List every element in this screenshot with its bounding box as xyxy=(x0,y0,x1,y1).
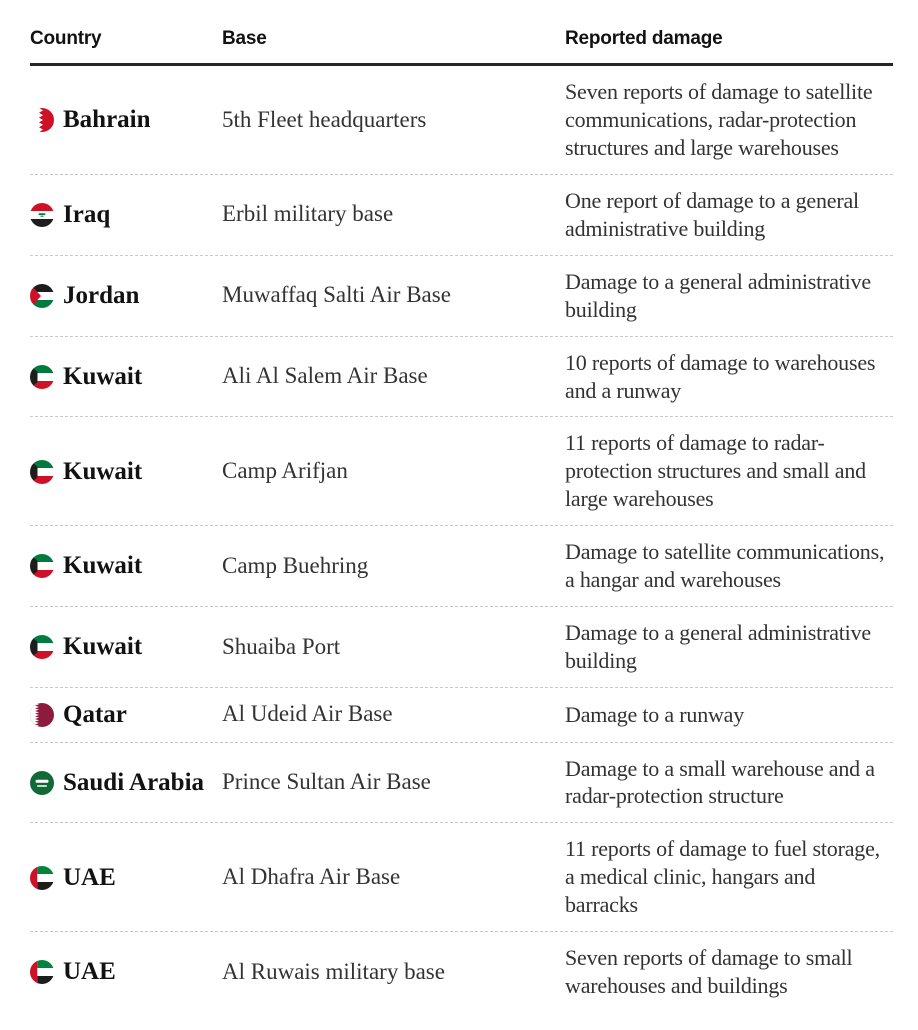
column-header-base: Base xyxy=(222,28,267,49)
damage-text: Damage to a runway xyxy=(565,701,745,727)
damage-text: Seven reports of damage to satellite communications, radar-protection structures and large warehouses xyxy=(565,79,873,160)
damage-text: Damage to satellite communications, a hangar and warehouses xyxy=(565,539,885,593)
country-cell xyxy=(30,105,222,135)
uae-flag-icon xyxy=(30,866,54,890)
base-name: Al Dhafra Air Base xyxy=(222,863,401,889)
kuwait-flag-icon xyxy=(30,365,54,389)
table-row xyxy=(30,742,893,823)
country-cell xyxy=(30,551,222,581)
country-cell xyxy=(30,957,222,987)
column-header-country: Country xyxy=(30,28,102,49)
table-row xyxy=(30,416,893,525)
table-header xyxy=(30,28,893,66)
damage-text: Damage to a general administrative building xyxy=(565,620,871,674)
country-cell xyxy=(30,457,222,487)
country-cell xyxy=(30,700,222,730)
table-row xyxy=(30,336,893,417)
country-name: Iraq xyxy=(63,201,111,228)
table-row xyxy=(30,606,893,687)
country-name: Jordan xyxy=(63,281,140,309)
country-cell xyxy=(30,362,222,392)
table-row xyxy=(30,687,893,742)
country-name: UAE xyxy=(63,863,116,891)
damage-text: Seven reports of damage to small warehouses and buildings xyxy=(565,945,853,999)
damage-text: Damage to a small warehouse and a radar-protection structure xyxy=(565,755,875,809)
base-name: Muwaffaq Salti Air Base xyxy=(222,282,451,308)
country-name: Kuwait xyxy=(63,552,143,580)
base-name: 5th Fleet headquarters xyxy=(222,106,427,132)
qatar-flag-icon xyxy=(30,703,54,727)
bahrain-flag-icon xyxy=(30,108,54,132)
country-cell xyxy=(30,200,222,230)
country-cell xyxy=(30,863,222,893)
kuwait-flag-icon xyxy=(30,460,54,484)
damage-text: 11 reports of damage to radar-protection structures and small and large warehouses xyxy=(565,430,866,512)
table-row xyxy=(30,255,893,336)
table-row xyxy=(30,66,893,174)
base-name: Ali Al Salem Air Base xyxy=(222,363,428,389)
kuwait-flag-icon xyxy=(30,554,54,578)
base-name: Erbil military base xyxy=(222,201,394,227)
country-name: Bahrain xyxy=(63,106,151,134)
country-name: Qatar xyxy=(63,701,127,728)
table-row xyxy=(30,822,893,931)
country-name: Kuwait xyxy=(63,457,143,485)
country-cell xyxy=(30,768,222,798)
uae-flag-icon xyxy=(30,960,54,984)
base-name: Al Udeid Air Base xyxy=(222,701,393,727)
country-name: UAE xyxy=(63,958,116,986)
base-name: Shuaiba Port xyxy=(222,633,341,659)
table-row xyxy=(30,931,893,1012)
table-row xyxy=(30,174,893,255)
base-name: Camp Arifjan xyxy=(222,457,348,483)
country-name: Saudi Arabia xyxy=(63,768,205,796)
saudi-arabia-flag-icon xyxy=(30,771,54,795)
kuwait-flag-icon xyxy=(30,635,54,659)
base-name: Al Ruwais military base xyxy=(222,958,445,984)
damage-text: 10 reports of damage to warehouses and a runway xyxy=(565,349,876,403)
damage-text: One report of damage to a general administrative building xyxy=(565,187,859,241)
damage-text: Damage to a general administrative building xyxy=(565,268,871,322)
column-header-reported-damage: Reported damage xyxy=(565,28,723,49)
country-cell xyxy=(30,281,222,311)
jordan-flag-icon xyxy=(30,284,54,308)
base-name: Prince Sultan Air Base xyxy=(222,769,431,795)
country-name: Kuwait xyxy=(63,362,143,390)
base-name: Camp Buehring xyxy=(222,552,369,578)
damage-text: 11 reports of damage to fuel storage, a medical clinic, hangars and barracks xyxy=(565,836,880,918)
table-row xyxy=(30,525,893,606)
country-name: Kuwait xyxy=(63,633,143,661)
country-cell xyxy=(30,632,222,662)
iraq-flag-icon xyxy=(30,203,54,227)
